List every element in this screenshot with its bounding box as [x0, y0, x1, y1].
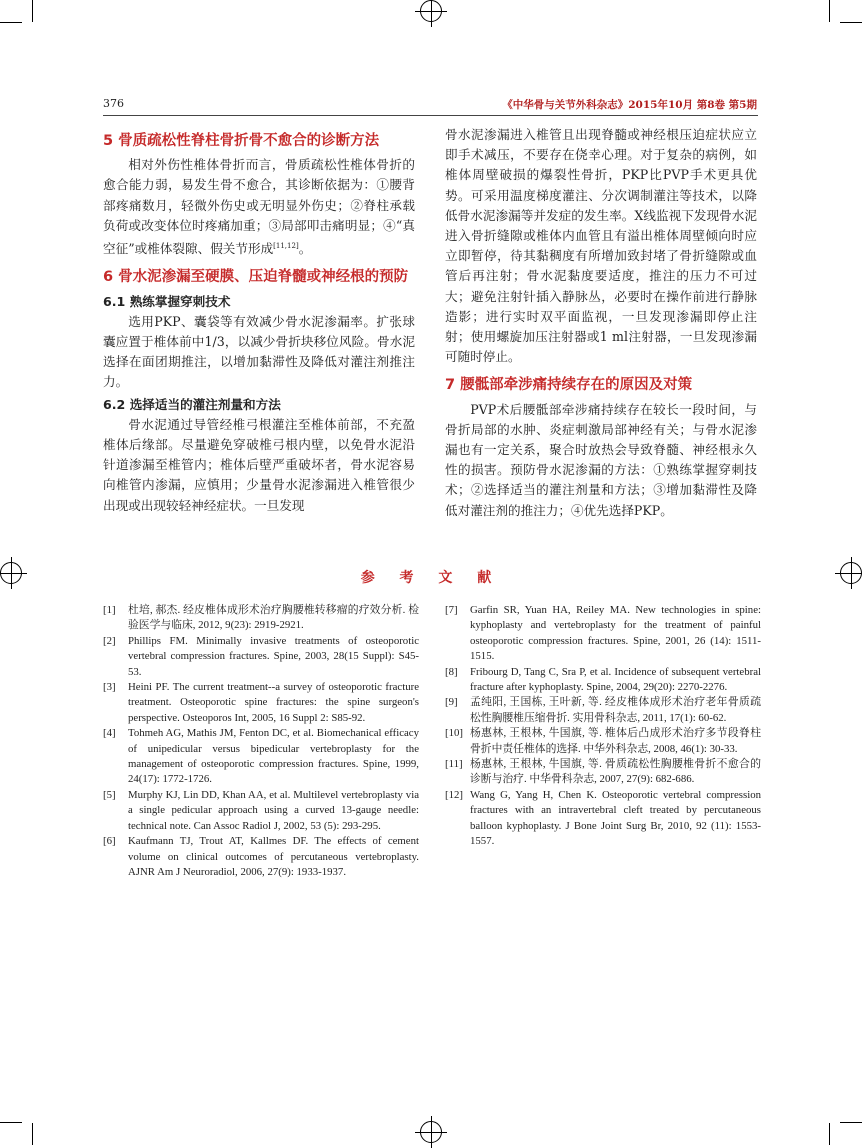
- subsection-heading-6-1: 6.1 熟练掌握穿刺技术: [103, 293, 231, 309]
- left-column: [103, 125, 415, 516]
- section-heading-5: 5 骨质疏松性脊柱骨折骨不愈合的诊断方法: [103, 133, 380, 149]
- reference-number: [4]: [103, 727, 116, 740]
- reference-number: [6]: [103, 835, 116, 848]
- reference-item: [103, 680, 419, 726]
- reference-item: [103, 603, 419, 634]
- paragraph: 骨水泥渗漏进入椎管且出现脊髓或神经根压迫症状应立即手术减压，不要存在侥幸心理。对于复杂的病例，如椎体周壁破损的爆裂性骨折，PKP比PVP手术更具优势。可采用温度梯度灌注、分次调制灌注等技术，以降低骨水泥渗漏等并发症的发生率。X线监视下发现骨水泥进入骨折缝隙或椎体内血管且有溢出椎体周壁倾向时应立即暂停，待其黏稠度有所增加致封堵了骨折缝隙或血管后再注射；骨水泥黏度要适度，推注的压力不可过大；避免注射针插入静脉丛，必要时在操作前进行静脉造影；进行实时双平面监视，一旦发现渗漏即停止注射；使用螺旋加压注射器或1 ml注射器，一旦发现渗漏可随时停止。: [445, 127, 757, 365]
- reference-number: [7]: [445, 604, 458, 616]
- reference-item: [445, 757, 761, 788]
- section-heading-7: 7 腰骶部牵涉痛持续存在的原因及对策: [445, 377, 693, 394]
- reference-item: [103, 834, 419, 880]
- reference-item: [103, 634, 419, 680]
- reference-text: 杨惠林, 王根林, 牛国旗, 等. 骨质疏松性胸腰椎骨折不愈合的诊断与治疗. 中华骨科杂志, 2007, 27(9): 682-686.: [470, 758, 761, 786]
- section-heading-6: 6 骨水泥渗漏至硬膜、压迫脊髓或神经根的预防: [103, 269, 409, 286]
- reference-item: [103, 726, 419, 788]
- references-title: 参 考 文 献: [360, 570, 502, 586]
- reference-number: [8]: [445, 665, 458, 678]
- subsection-heading-6-2: 6.2 选择适当的灌注剂量和方法: [103, 396, 281, 412]
- reference-item: [445, 665, 761, 696]
- reference-number: [2]: [103, 634, 116, 647]
- reference-number: [3]: [103, 681, 116, 694]
- reference-number: [5]: [103, 788, 116, 801]
- paragraph: PVP术后腰骶部牵涉痛持续存在较长一段时间，与骨折局部的水肿、炎症刺激局部神经有关；与骨水泥渗漏也有一定关系，聚合时放热会导致脊髓、神经根永久性的损害。预防骨水泥渗漏的方法：①熟练掌握穿刺技术；②选择适当的灌注剂量和方法；③增加黏滞性及降低对灌注剂的推注力；④优先选择PKP。: [445, 401, 757, 518]
- reference-number: [12]: [445, 788, 463, 801]
- reference-item: [445, 695, 761, 726]
- reference-text: 杨惠林, 王根林, 牛国旗, 等. 椎体后凸成形术治疗多节段脊柱骨折中责任椎体的选择. 中华外科杂志, 2008, 46(1): 30-33.: [470, 727, 761, 755]
- reference-text: Heini PF. The current treatment--a survey of osteoporotic fracture treatment. Osteoporotic spine fractures: the spine surgeon's perspective. Osteoporos Int, 2005, 16 Suppl 2: S85-92.: [128, 681, 419, 724]
- reference-text: Tohmeh AG, Mathis JM, Fenton DC, et al. Biomechanical efficacy of unipedicular versus bipedicular vertebroplasty for the management of osteoporotic compression fractures. Spine, 1999, 24(17): 1772-1726.: [128, 727, 419, 786]
- reference-text: Phillips FM. Minimally invasive treatments of osteoporotic vertebral compression fractures. Spine, 2003, 28(15 Suppl): S45-53.: [128, 634, 419, 678]
- reference-item: [445, 603, 761, 665]
- reference-text: Garfin SR, Yuan HA, Reiley MA. New technologies in spine: kyphoplasty and vertebroplasty for the treatment of painful osteoporotic compression fractures. Spine, 2001, 26 (14): 1511-1515.: [470, 604, 761, 663]
- paragraph: 相对外伤性椎体骨折而言，骨质疏松性椎体骨折的愈合能力弱，易发生骨不愈合，其诊断依据为：①腰背部疼痛数月，轻微外伤史或无明显外伤史；②脊柱承载负荷或改变体位时疼痛加重；③局部叩击痛明显；④“真空征”或椎体裂隙、假关节形成[11,12]。: [103, 157, 415, 257]
- journal-header: 《中华骨与关节外科杂志》2015年10月 第8卷 第5期: [502, 99, 757, 111]
- reference-text: Murphy KJ, Lin DD, Khan AA, et al. Multilevel vertebroplasty via a single pedicular approach using a curved 13-gauge needle: technical note. Can Assoc Radiol J, 2002, 53 (5): 293-295.: [128, 788, 419, 832]
- reference-text: Kaufmann TJ, Trout AT, Kallmes DF. The effects of cement volume on clinical outcomes of percutaneous vertebroplasty. AJNR Am J Neuroradiol, 2006, 27(9): 1933-1937.: [128, 835, 419, 878]
- paragraph: 选用PKP、囊袋等有效减少骨水泥渗漏率。扩张球囊应置于椎体前中1/3，以减少骨折块移位风险。骨水泥选择在面团期推注，以增加黏滞性及降低对灌注剂推注力。: [103, 313, 415, 390]
- reference-text: Fribourg D, Tang C, Sra P, et al. Incidence of subsequent vertebral fracture after kyphoplasty. Spine, 2004, 29(20): 2270-2276.: [470, 665, 761, 694]
- reference-item: [445, 788, 761, 850]
- right-column: [445, 125, 757, 521]
- reference-text: Wang G, Yang H, Chen K. Osteoporotic vertebral compression fractures with an intravertebral cleft treated by percutaneous balloon kyphoplasty. J Bone Joint Surg Br, 2010, 92 (11): 1553-1557.: [470, 788, 761, 848]
- citation: [11,12]: [273, 242, 299, 251]
- reference-number: [11]: [445, 758, 463, 771]
- paragraph: 骨水泥通过导管经椎弓根灌注至椎体前部，不充盈椎体后缘部。尽量避免穿破椎弓根内壁，以免骨水泥沿针道渗漏至椎管内；椎体后壁严重破坏者，骨水泥容易向椎管内渗漏，应慎用；少量骨水泥渗漏进入椎管很少出现或出现较轻神经症状。一旦发现: [103, 416, 415, 513]
- reference-number: [10]: [445, 727, 463, 740]
- references-right: [445, 603, 761, 850]
- reference-item: [445, 726, 761, 757]
- reference-text: 杜培, 郝杰. 经皮椎体成形术治疗胸腰椎转移瘤的疗效分析. 检验医学与临床, 2012, 9(23): 2919-2921.: [128, 604, 419, 632]
- reference-number: [9]: [445, 696, 458, 709]
- header-rule: [103, 115, 758, 116]
- reference-item: [103, 788, 419, 834]
- references-left: [103, 603, 419, 880]
- page-number: 376: [103, 97, 124, 110]
- reference-text: 孟纯阳, 王国栋, 王叶新, 等. 经皮椎体成形术治疗老年骨质疏松性胸腰椎压缩骨折. 实用骨科杂志, 2011, 17(1): 60-62.: [470, 696, 761, 724]
- reference-number: [1]: [103, 604, 116, 616]
